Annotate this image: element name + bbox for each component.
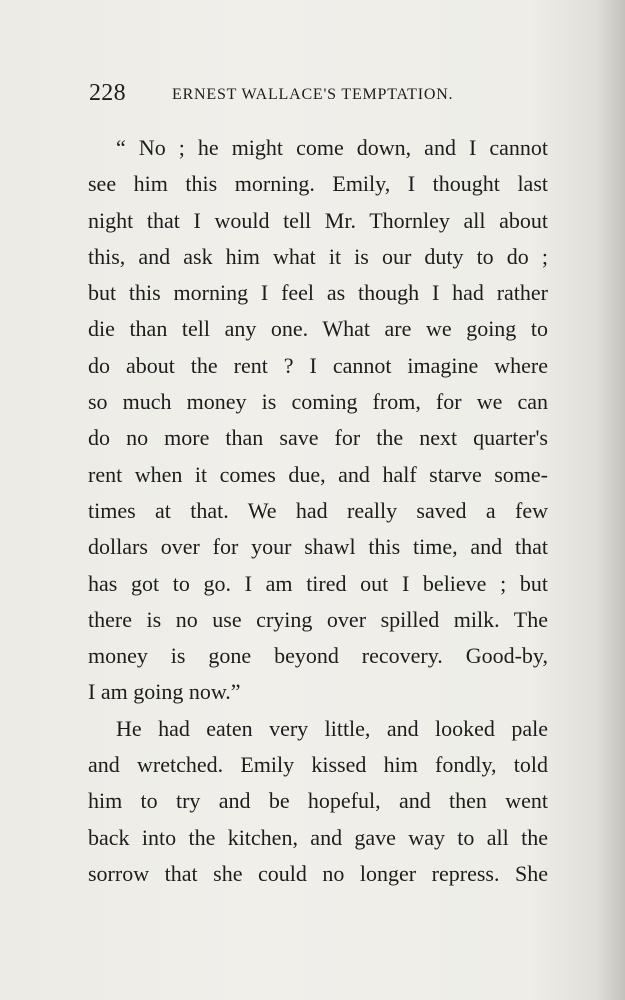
paragraph-2 <box>88 711 548 892</box>
text-line: do about the rent ? I cannot imagine where <box>88 352 548 378</box>
running-title: ERNEST WALLACE'S TEMPTATION. <box>172 86 454 103</box>
text-line: back into the kitchen, and gave way to all the <box>88 824 548 850</box>
text-line: there is no use crying over spilled milk. The <box>88 606 548 632</box>
text-line: sorrow that she could no longer repress. She <box>88 860 548 886</box>
text-line: die than tell any one. What are we going to <box>88 316 548 342</box>
page-header <box>89 80 519 114</box>
paragraph-1 <box>88 130 548 711</box>
page-number: 228 <box>89 80 126 106</box>
text-line: and wretched. Emily kissed him fondly, told <box>88 752 548 778</box>
text-line: see him this morning. Emily, I thought last <box>88 171 548 197</box>
text-line: has got to go. I am tired out I believe ; but <box>88 570 548 596</box>
text-line: this, and ask him what it is our duty to do ; <box>88 243 548 269</box>
text-line: night that I would tell Mr. Thornley all about <box>88 207 548 233</box>
text-line: I am going now.” <box>88 679 241 705</box>
text-line: times at that. We had really saved a few <box>88 497 548 523</box>
text-line: so much money is coming from, for we can <box>88 389 548 415</box>
text-line: but this morning I feel as though I had rather <box>88 280 548 306</box>
text-line: do no more than save for the next quarter's <box>88 425 548 451</box>
body-text <box>88 130 548 892</box>
text-line: money is gone beyond recovery. Good-by, <box>88 643 548 669</box>
text-line: rent when it comes due, and half starve some- <box>88 461 548 487</box>
text-line: him to try and be hopeful, and then went <box>88 788 548 814</box>
text-line: “ No ; he might come down, and I cannot <box>116 135 548 160</box>
text-line: dollars over for your shawl this time, and that <box>88 534 548 560</box>
page-edge-shadow <box>597 0 625 1000</box>
text-line: He had eaten very little, and looked pale <box>116 715 548 741</box>
